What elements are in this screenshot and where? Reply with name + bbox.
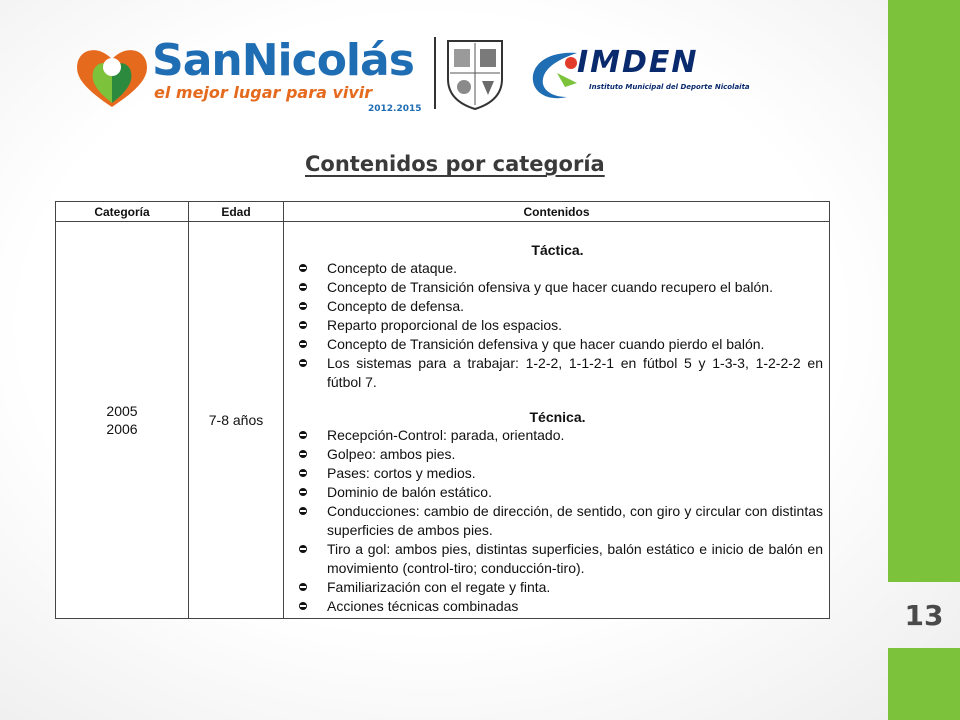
category-year: 2005 bbox=[106, 403, 138, 419]
tecnica-list bbox=[292, 426, 823, 616]
tactica-list bbox=[292, 259, 823, 392]
list-item-text: Dominio de balón estático. bbox=[327, 484, 492, 500]
header-contenidos: Contenidos bbox=[284, 202, 830, 222]
list-item-text: Golpeo: ambos pies. bbox=[327, 446, 456, 462]
logo-banner bbox=[72, 33, 782, 113]
sidebar-accent-top bbox=[888, 0, 960, 582]
contents-table bbox=[55, 201, 830, 619]
heart-leaf-icon bbox=[72, 37, 152, 113]
logo-divider bbox=[434, 37, 436, 109]
section-heading-tactica: Táctica. bbox=[531, 242, 584, 258]
list-item bbox=[292, 335, 823, 354]
bullet-icon bbox=[299, 545, 307, 553]
list-item-text: Concepto de Transición ofensiva y que hacer cuando recupero el balón. bbox=[327, 279, 773, 295]
header-categoria: Categoría bbox=[56, 202, 189, 222]
san-nicolas-years: 2012.2015 bbox=[368, 104, 422, 114]
list-item bbox=[292, 316, 823, 335]
list-item bbox=[292, 445, 823, 464]
category-year: 2006 bbox=[106, 421, 138, 437]
table-header-row bbox=[56, 202, 830, 222]
list-item-text: Familiarización con el regate y finta. bbox=[327, 579, 551, 595]
list-item-text: Conducciones: cambio de dirección, de sentido, con giro y circular con distintas superficies de ambos pies. bbox=[327, 503, 823, 538]
contenidos-cell bbox=[284, 222, 830, 619]
list-item-text: Concepto de Transición defensiva y que hacer cuando pierdo el balón. bbox=[327, 336, 765, 352]
table-row bbox=[56, 222, 830, 619]
list-item bbox=[292, 483, 823, 502]
imden-logo bbox=[527, 43, 777, 107]
edad-cell: 7-8 años bbox=[189, 222, 284, 619]
list-item bbox=[292, 578, 823, 597]
list-item-text: Tiro a gol: ambos pies, distintas superficies, balón estático e inicio de balón en movimiento (control-tiro; conducción-tiro). bbox=[327, 541, 823, 576]
list-item bbox=[292, 426, 823, 445]
bullet-icon bbox=[299, 583, 307, 591]
list-item bbox=[292, 502, 823, 540]
list-item bbox=[292, 597, 823, 616]
page-number: 13 bbox=[904, 598, 944, 632]
bullet-icon bbox=[299, 431, 307, 439]
sidebar-accent-bottom bbox=[888, 648, 960, 720]
list-item-text: Concepto de ataque. bbox=[327, 260, 457, 276]
bullet-icon bbox=[299, 359, 307, 367]
list-item-text: Concepto de defensa. bbox=[327, 298, 464, 314]
list-item bbox=[292, 278, 823, 297]
san-nicolas-slogan: el mejor lugar para vivir bbox=[154, 83, 373, 102]
page-title: Contenidos por categoría bbox=[305, 152, 605, 176]
list-item bbox=[292, 297, 823, 316]
bullet-icon bbox=[299, 469, 307, 477]
bullet-icon bbox=[299, 507, 307, 515]
imden-wordmark: IMDEN bbox=[577, 45, 699, 80]
san-nicolas-wordmark: SanNicolás bbox=[152, 35, 414, 86]
list-item bbox=[292, 464, 823, 483]
list-item bbox=[292, 540, 823, 578]
list-item-text: Reparto proporcional de los espacios. bbox=[327, 317, 563, 333]
header-edad: Edad bbox=[189, 202, 284, 222]
list-item-text: Acciones técnicas combinadas bbox=[327, 598, 519, 614]
municipal-seal-icon bbox=[442, 35, 508, 111]
bullet-icon bbox=[299, 302, 307, 310]
bullet-icon bbox=[299, 264, 307, 272]
san-nicolas-logo bbox=[72, 37, 432, 113]
bullet-icon bbox=[299, 450, 307, 458]
list-item-text: Pases: cortos y medios. bbox=[327, 465, 476, 481]
list-item-text: Recepción-Control: parada, orientado. bbox=[327, 427, 565, 443]
list-item-text: Los sistemas para a trabajar: 1-2-2, 1-1-2-1 en fútbol 5 y 1-3-3, 1-2-2-2 en fútbol 7. bbox=[327, 355, 823, 390]
bullet-icon bbox=[299, 488, 307, 496]
section-heading-tecnica: Técnica. bbox=[529, 409, 586, 425]
bullet-icon bbox=[299, 602, 307, 610]
categoria-cell bbox=[56, 222, 189, 619]
imden-subtitle: Instituto Municipal del Deporte Nicolaita bbox=[589, 83, 750, 91]
bullet-icon bbox=[299, 340, 307, 348]
bullet-icon bbox=[299, 283, 307, 291]
list-item bbox=[292, 354, 823, 392]
list-item bbox=[292, 259, 823, 278]
bullet-icon bbox=[299, 321, 307, 329]
